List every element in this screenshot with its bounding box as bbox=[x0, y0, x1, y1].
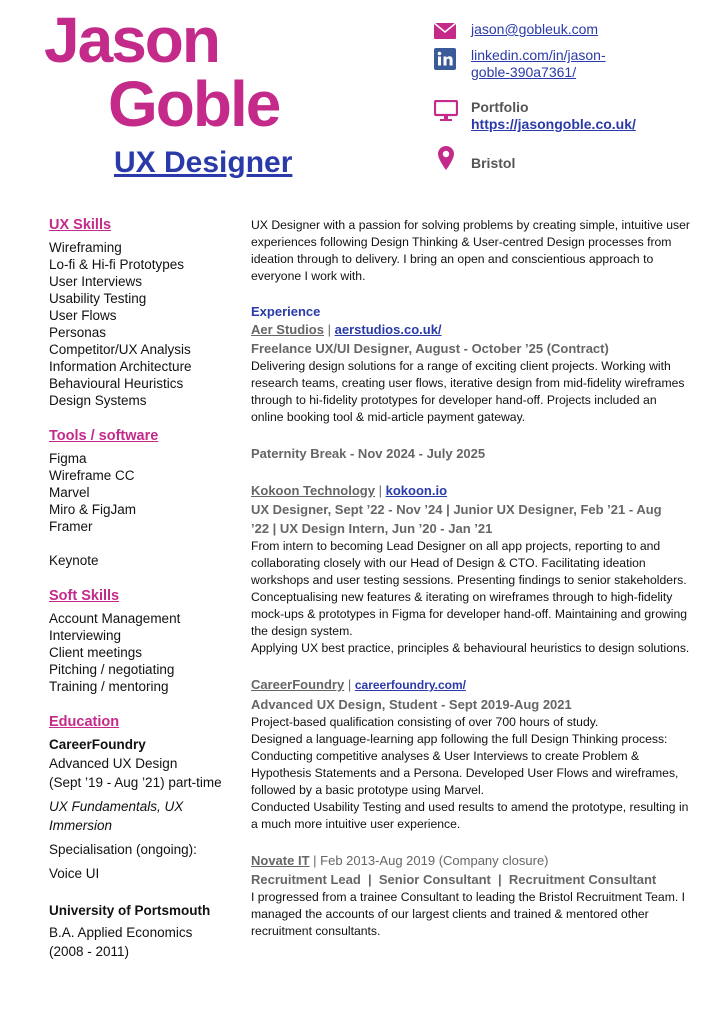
list-item: Usability Testing bbox=[49, 291, 147, 306]
mail-icon bbox=[434, 23, 456, 44]
list-item: Information Architecture bbox=[49, 359, 192, 374]
experience-title: Experience bbox=[251, 304, 321, 319]
left-column bbox=[49, 217, 229, 961]
list-item: Personas bbox=[49, 325, 107, 340]
list-item: Behavioural Heuristics bbox=[49, 376, 184, 391]
separator: | bbox=[378, 483, 382, 498]
list-item: User Interviews bbox=[49, 274, 143, 289]
role-title: Advanced UX Design, Student - Sept 2019-Aug 2021 bbox=[251, 697, 572, 712]
education-specialisation-value: Voice UI bbox=[49, 866, 100, 881]
profile-summary: UX Designer with a passion for solving problems by creating simple, intuitive user experiences following Design Thinking & User-centred Design processes from ideation through to delivery. I bring an open and conscientious approach to everyone I work with. bbox=[251, 218, 690, 283]
role-description: Conducted Usability Testing and used results to amend the prototype, resulting in a much more intuitive user experience. bbox=[251, 800, 689, 831]
list-item: Interviewing bbox=[49, 628, 122, 643]
list-item: Training / mentoring bbox=[49, 679, 169, 694]
linkedin-link-line1[interactable]: linkedin.com/in/jason- bbox=[471, 47, 606, 63]
list-item: Marvel bbox=[49, 485, 90, 500]
education-course: Advanced UX Design bbox=[49, 756, 178, 771]
company-line bbox=[251, 320, 691, 339]
company-link[interactable]: kokoon.io bbox=[385, 483, 448, 498]
company-line bbox=[251, 675, 691, 695]
linkedin-icon bbox=[434, 48, 456, 75]
right-column bbox=[251, 217, 691, 940]
soft-skills-list bbox=[49, 610, 229, 695]
contact-portfolio-row bbox=[434, 98, 704, 138]
separator: | bbox=[327, 322, 331, 337]
ux-skills-title: UX Skills bbox=[49, 217, 112, 233]
list-item: Wireframe CC bbox=[49, 468, 135, 483]
role-description: Project-based qualification consisting of over 700 hours of study. bbox=[251, 715, 599, 729]
company-name: Kokoon Technology bbox=[251, 483, 375, 498]
education-title: Education bbox=[49, 714, 120, 730]
list-item: User Flows bbox=[49, 308, 117, 323]
role-description: Applying UX best practice, principles & behavioural heuristics to design solutions. bbox=[251, 641, 690, 655]
company-link[interactable]: careerfoundry.com/ bbox=[354, 678, 466, 692]
education-dates: (2008 - 2011) bbox=[49, 944, 130, 959]
role-description: Delivering design solutions for a range of exciting client projects. Working with research teams, creating user flows, iterative design from mid-fidelity wireframes through to hi-fidelity prototypes for developer hand-off. Projects included an online booking tool & mid-article payment gateway. bbox=[251, 359, 685, 424]
experience-item bbox=[251, 851, 691, 940]
role-title: ’22 | UX Design Intern, Jun ’20 - Jan ’21 bbox=[251, 521, 493, 536]
ux-skills-list bbox=[49, 239, 229, 409]
list-item: Design Systems bbox=[49, 393, 147, 408]
education-dates: (Sept ’19 - Aug ’21) part-time bbox=[49, 775, 222, 790]
company-dates: Feb 2013-Aug 2019 (Company closure) bbox=[320, 853, 549, 868]
location-text: Bristol bbox=[471, 155, 516, 171]
list-item: Account Management bbox=[49, 611, 181, 626]
linkedin-link-line2[interactable]: goble-390a7361/ bbox=[471, 64, 577, 80]
location-pin-icon bbox=[438, 146, 454, 175]
experience-item bbox=[251, 320, 691, 426]
list-item: Wireframing bbox=[49, 240, 122, 255]
role-title: UX Designer, Sept ’22 - Nov ’24 | Junior UX Designer, Feb ’21 - Aug bbox=[251, 502, 662, 517]
education-specialisation-label: Specialisation (ongoing): bbox=[49, 842, 197, 857]
company-name: CareerFoundry bbox=[251, 677, 345, 692]
soft-skills-title: Soft Skills bbox=[49, 588, 120, 604]
company-link[interactable]: aerstudios.co.uk/ bbox=[334, 322, 442, 337]
monitor-icon bbox=[434, 100, 458, 127]
education-list bbox=[49, 736, 229, 961]
education-school: CareerFoundry bbox=[49, 737, 146, 752]
company-line bbox=[251, 851, 691, 870]
list-item: Pitching / negotiating bbox=[49, 662, 175, 677]
email-link[interactable]: jason@gobleuk.com bbox=[471, 21, 599, 37]
company-name: Novate IT bbox=[251, 853, 310, 868]
role-title: Freelance UX/UI Designer, August - October ’25 (Contract) bbox=[251, 341, 609, 356]
list-item: Competitor/UX Analysis bbox=[49, 342, 191, 357]
separator: | bbox=[313, 853, 317, 868]
education-degree: B.A. Applied Economics bbox=[49, 925, 193, 940]
career-break: Paternity Break - Nov 2024 - July 2025 bbox=[251, 446, 486, 461]
role-title: Recruitment Lead | Senior Consultant | Recruitment Consultant bbox=[251, 872, 657, 887]
education-school: University of Portsmouth bbox=[49, 903, 211, 918]
role-description: From intern to becoming Lead Designer on all app projects, reporting to and collaborating closely with our Head of Design & CTO. Facilitating ideation workshops and user testing sessions. Presenting findings to senior stakeholders. Conceptualising new features & iterating on wireframes through to high-fidelity mock-ups & prototypes in Figma for developer hand-off. Maintaining and growing the design system. bbox=[251, 539, 688, 638]
education-modules: Immersion bbox=[49, 818, 113, 833]
company-line bbox=[251, 481, 691, 500]
contact-email-row bbox=[434, 20, 704, 44]
list-item: Framer bbox=[49, 519, 93, 534]
list-item: Client meetings bbox=[49, 645, 143, 660]
portfolio-link[interactable]: https://jasongoble.co.uk/ bbox=[471, 116, 636, 132]
company-name: Aer Studios bbox=[251, 322, 324, 337]
portfolio-label: Portfolio bbox=[471, 99, 529, 115]
tools-title: Tools / software bbox=[49, 428, 159, 444]
experience-item bbox=[251, 675, 691, 833]
job-title: UX Designer bbox=[114, 146, 293, 179]
education-modules: UX Fundamentals, UX bbox=[49, 799, 184, 814]
list-item: Miro & FigJam bbox=[49, 502, 137, 517]
list-item: Figma bbox=[49, 451, 87, 466]
contact-linkedin-row bbox=[434, 46, 704, 86]
list-item: Lo-fi & Hi-fi Prototypes bbox=[49, 257, 185, 272]
tools-list bbox=[49, 450, 229, 569]
role-description: I progressed from a trainee Consultant to leading the Bristol Recruitment Team. I managed the accounts of our largest clients and trained & mentored other recruitment consultants. bbox=[251, 890, 685, 938]
experience-item bbox=[251, 481, 691, 657]
role-description: Designed a language-learning app following the full Design Thinking process: Conducting competitive analyses & User Interviews to create Problem & Hypothesis Statements and a Persona. Developed User Flows and wireframes, followed by a basic prototype using Marvel. bbox=[251, 732, 679, 797]
contact-location-row bbox=[434, 146, 704, 174]
first-name: Jason bbox=[44, 4, 219, 76]
last-name: Goble bbox=[108, 68, 280, 140]
separator: | bbox=[347, 677, 352, 692]
list-item: Keynote bbox=[49, 553, 99, 568]
